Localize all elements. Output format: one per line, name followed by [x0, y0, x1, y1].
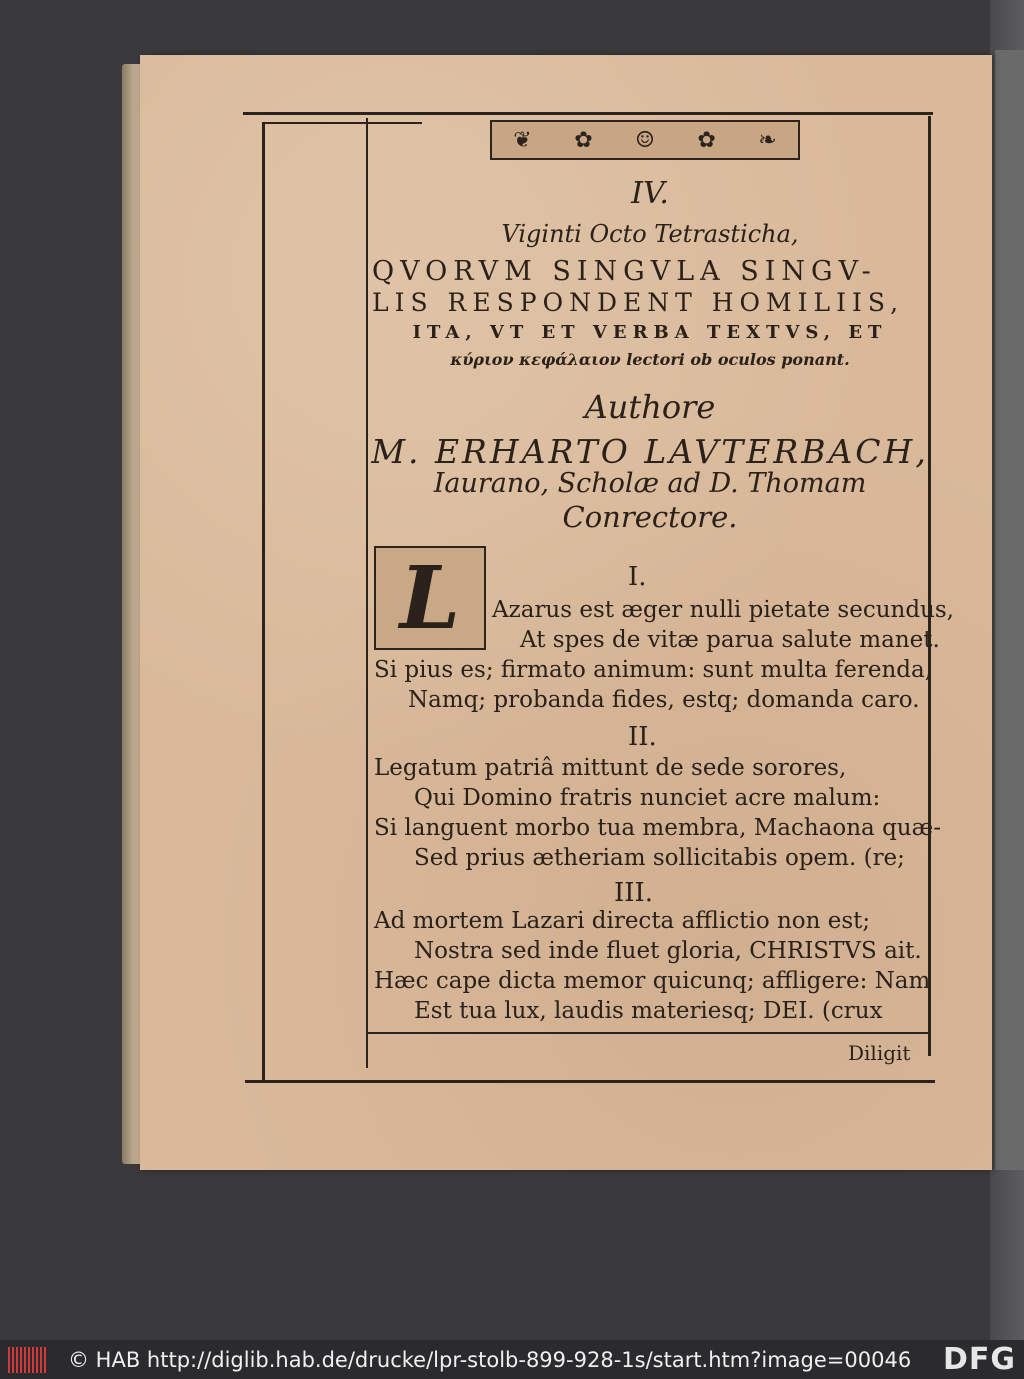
stanza-number: I.	[628, 562, 647, 592]
footer-bar	[0, 1340, 1024, 1379]
verse-line: Nostra sed inde fluet gloria, CHRISTVS ait.	[414, 938, 922, 964]
ornament-scroll-icon: ❧	[758, 127, 777, 153]
frame-rule-left-inner	[366, 118, 368, 1068]
barcode-icon	[8, 1347, 46, 1373]
subtitle: Viginti Octo Tetrasticha,	[501, 220, 799, 248]
verse-line: Namq; probanda fides, estq; domanda caro.	[408, 687, 920, 713]
ornamental-headpiece	[490, 120, 800, 160]
verse-line: At spes de vitæ parua salute manet.	[520, 627, 940, 653]
ornament-flower-icon: ✿	[574, 127, 593, 153]
verse-line: Qui Domino fratris nunciet acre malum:	[414, 785, 881, 811]
frame-rule-top-outer	[243, 112, 933, 115]
footer-copyright-link[interactable]: © HAB http://diglib.hab.de/drucke/lpr-stolb-899-928-1s/start.htm?image=00046	[68, 1347, 912, 1372]
author-role: Conrectore.	[562, 500, 738, 534]
frame-rule-bottom-inner	[366, 1032, 931, 1034]
verse-line: Legatum patriâ mittunt de sede sorores,	[374, 755, 847, 781]
background-next-page	[995, 50, 1024, 1170]
verse-line: Ad mortem Lazari directa afflictio non est;	[374, 908, 871, 934]
authore-label: Authore	[584, 388, 716, 426]
verse-line: Sed prius ætheriam sollicitabis opem. (re;	[414, 845, 905, 871]
ornament-flower-icon: ✿	[697, 127, 716, 153]
dfg-logo: DFG	[942, 1342, 1016, 1377]
heading-number: IV.	[631, 176, 669, 211]
ornament-face-icon: ☺	[635, 127, 655, 153]
catchword: Diligit	[848, 1041, 911, 1065]
caps-line-3: ITA, VT ET VERBA TEXTVS, ET	[412, 322, 888, 343]
verse-line: Hæc cape dicta memor quicunq; affligere: Nam	[374, 968, 931, 994]
author-name: M. ERHARTO LAVTERBACH,	[371, 432, 929, 471]
verse-line: Si languent morbo tua membra, Machaona quæ-	[374, 815, 941, 841]
frame-rule-bottom-outer	[245, 1080, 935, 1083]
decorated-initial: L	[374, 546, 486, 650]
verse-line: Azarus est æger nulli pietate secundus,	[492, 597, 954, 623]
stanza-number: II.	[628, 722, 657, 752]
verse-line: Est tua lux, laudis materiesq; DEI. (crux	[414, 998, 883, 1024]
frame-rule-top-inner	[262, 122, 422, 124]
caps-line-2: LIS RESPONDENT HOMILIIS,	[372, 288, 905, 317]
verse-line: Si pius es; firmato animum: sunt multa ferenda,	[374, 657, 933, 683]
author-origin: Iaurano, Scholæ ad D. Thomam	[433, 468, 867, 499]
ornament-scroll-icon: ❦	[513, 127, 532, 153]
stanza-number: III.	[614, 878, 654, 908]
greek-line: κύριον κεφάλαιον lectori ob oculos ponant.	[450, 350, 850, 369]
caps-line-1: QVORVM SINGVLA SINGV-	[372, 256, 877, 287]
frame-rule-left-outer	[262, 122, 265, 1082]
